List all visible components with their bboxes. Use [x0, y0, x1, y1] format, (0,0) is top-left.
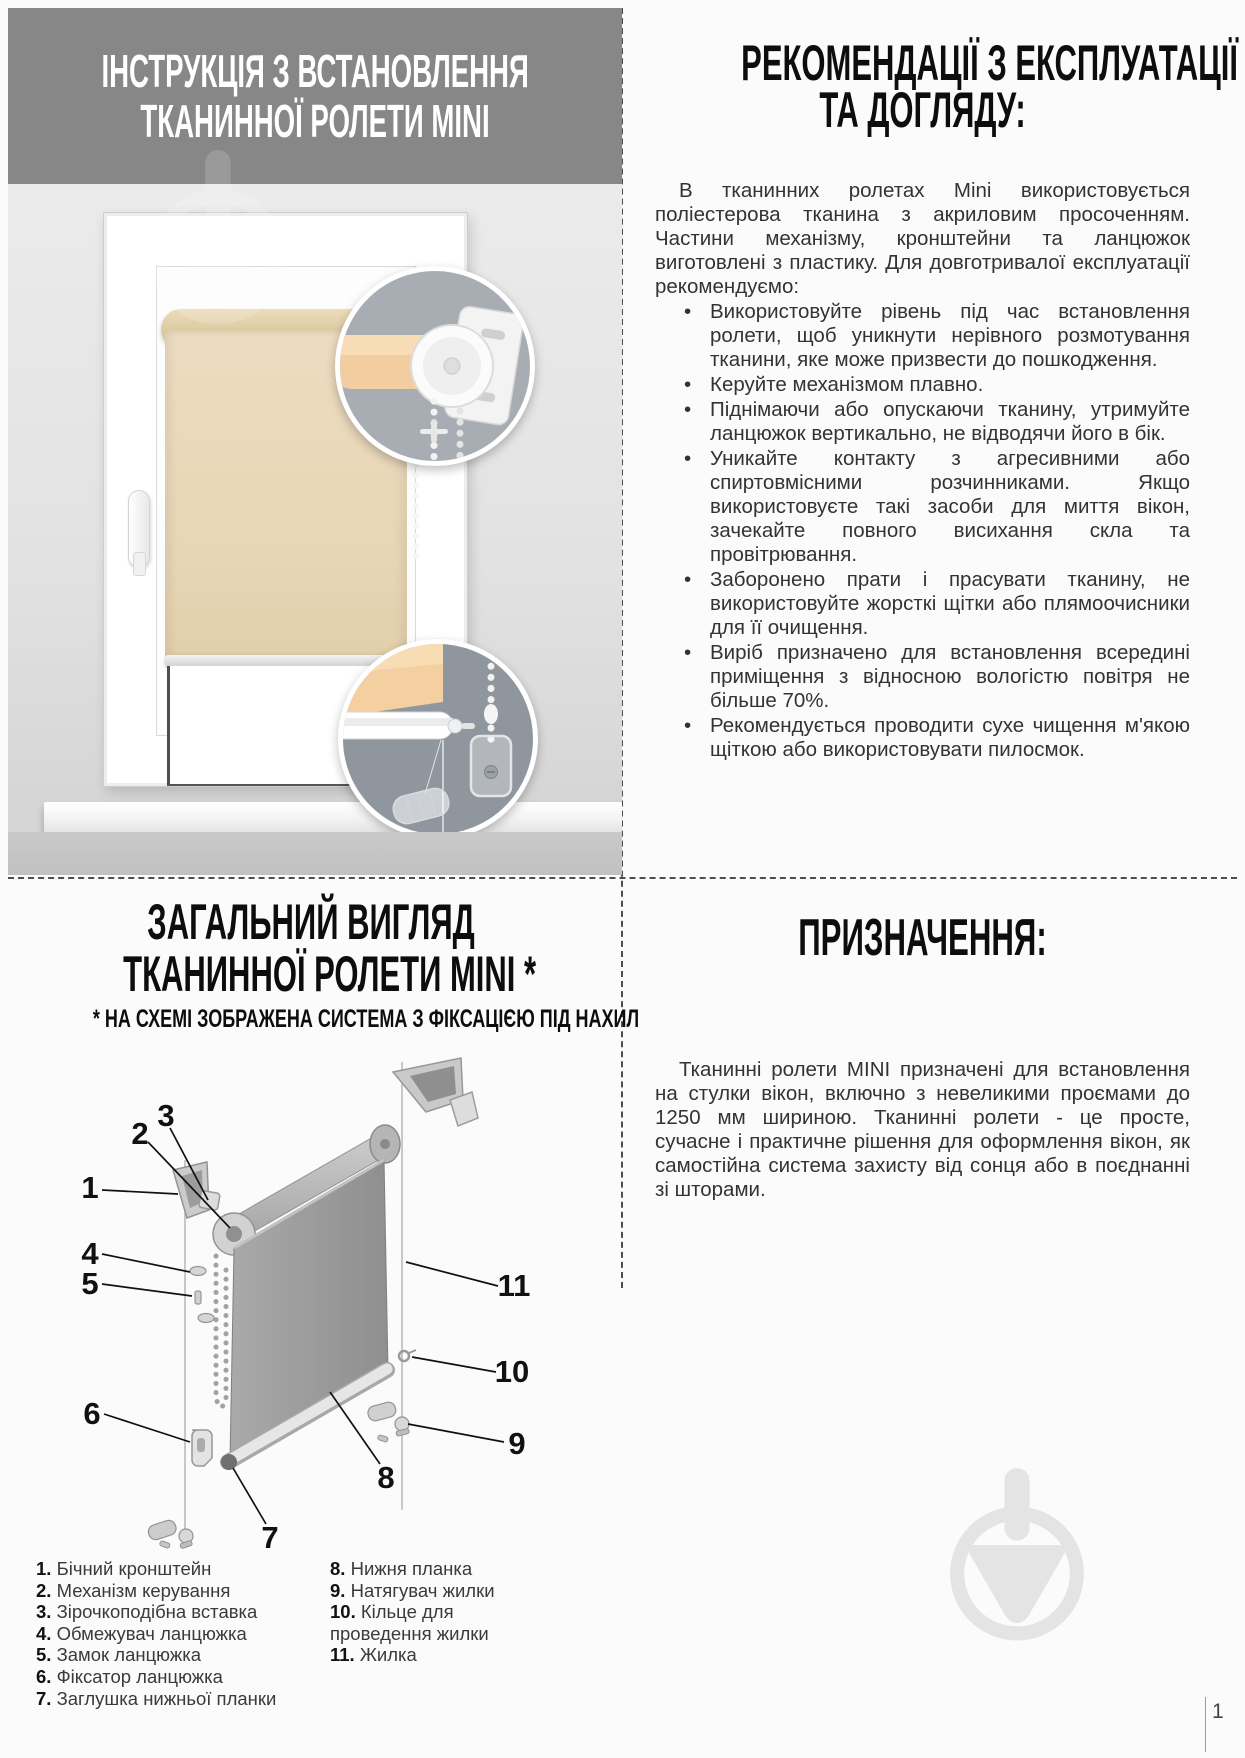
care-title-line2: ТА ДОГЛЯДУ: [819, 82, 1026, 138]
care-section-title [630, 35, 1238, 138]
brand-watermark-icon [138, 150, 298, 330]
horizontal-dashed-divider [8, 877, 1237, 879]
legend-item: 2. Механізм керування [36, 1579, 231, 1601]
care-intro-paragraph: В тканинних ролетах Mini використовується поліестерова тканина з акриловим просоченням. Частини механізму, кронштейни та ланцюжок виготовлені з пластику. Для довготривалої експлуатації рекомендуємо: [655, 179, 1190, 298]
legend-item: 10. Кільце для проведення жилки [330, 1601, 489, 1644]
care-bullet: • Виріб призначено для встановлення всередині приміщення з відносною вологістю повітря не більше 70%. [684, 641, 1190, 712]
callout-8: 8 [377, 1460, 395, 1495]
diagram-legend-left [36, 1558, 316, 1709]
bullet-icon: • [684, 714, 692, 737]
care-bullet: • Рекомендується проводити сухе чищення м'якою щіткою або використовувати пилосмок. [684, 714, 1190, 761]
installation-header [8, 8, 622, 184]
page-number: 1 [1212, 1700, 1224, 1723]
bullet-icon: • [684, 641, 692, 664]
window-handle-base [133, 552, 146, 576]
legend-item: 1. Бічний кронштейн [36, 1558, 212, 1579]
roller-blind-diagram [30, 1042, 600, 1554]
purpose-section-title [630, 909, 1215, 967]
callout-2: 2 [131, 1116, 149, 1151]
purpose-title-text: ПРИЗНАЧЕННЯ: [798, 909, 1047, 967]
callout-3: 3 [157, 1098, 175, 1133]
overview-title-line2: ТКАНИННОЇ РОЛЕТИ MINI * [123, 946, 537, 1002]
installation-section [8, 8, 622, 875]
care-bullet: • Уникайте контакту з агресивними або спиртовмісними розчинниками. Якщо використовуєте такі засоби для миття вікон, зачекайте повного висихання скла та провітрювання. [684, 447, 1190, 566]
legend-item: 3. Зірочкоподібна вставка [36, 1601, 258, 1623]
mechanism-inset [335, 266, 535, 466]
callout-5: 5 [81, 1266, 99, 1301]
care-bullet: • Заборонено прати і прасувати тканину, не використовуйте жорсткі щітки або плямоочисники для її очищення. [684, 568, 1190, 639]
wall-lower [8, 832, 622, 875]
care-title-line1: РЕКОМЕНДАЦІЇ З ЕКСПЛУАТАЦІЇ [741, 35, 1238, 91]
legend-item: 11. Жилка [330, 1644, 417, 1666]
overview-title-line1: ЗАГАЛЬНИЙ ВИГЛЯД [147, 894, 475, 950]
legend-item: 5. Замок ланцюжка [36, 1644, 202, 1666]
overview-section-title [8, 894, 640, 1034]
callout-4: 4 [81, 1236, 99, 1271]
legend-item: 8. Нижня планка [330, 1558, 473, 1579]
care-bullet: • Керуйте механізмом плавно. [684, 373, 984, 396]
purpose-paragraph: Тканинні ролети MINI призначені для встановлення на стулки вікон, включно з невеликими проємами до 1250 мм шириною. Тканинні ролети - це просте, сучасне і практичне рішення для оформлення вікон, як самостійна система захисту від сонця або в поєднанні зі шторами. [655, 1058, 1190, 1201]
diagram-legend-right [330, 1558, 535, 1666]
bullet-icon: • [684, 373, 692, 396]
bullet-icon: • [684, 300, 692, 323]
brand-watermark-icon [938, 1468, 1096, 1646]
installation-title-line1: ІНСТРУКЦІЯ З ВСТАНОВЛЕННЯ [101, 45, 529, 97]
legend-item: 9. Натягувач жилки [330, 1579, 495, 1601]
tensioner-inset [338, 639, 538, 839]
care-bullet-list [655, 300, 1190, 763]
callout-7: 7 [261, 1520, 279, 1554]
callout-1: 1 [81, 1170, 99, 1205]
page-number-rule [1205, 1697, 1206, 1752]
legend-item: 4. Обмежувач ланцюжка [36, 1622, 247, 1644]
bullet-icon: • [684, 398, 692, 421]
window-sill [44, 802, 622, 832]
tensioner-illustration [343, 644, 533, 834]
callout-10: 10 [494, 1354, 530, 1389]
legend-item: 6. Фіксатор ланцюжка [36, 1665, 223, 1687]
mechanism-illustration [340, 271, 530, 461]
callout-6: 6 [83, 1396, 101, 1431]
care-bullet: • Піднімаючи або опускаючи тканину, утримуйте ланцюжок вертикально, не відводячи його в бік. [684, 398, 1190, 445]
installation-title-line2: ТКАНИННОЇ РОЛЕТИ MINI [140, 95, 490, 147]
bullet-icon: • [684, 447, 692, 470]
care-bullet: • Використовуйте рівень під час встановлення ролети, щоб уникнути нерівного розмотування тканини, яке може призвести до пошкодження. [684, 300, 1190, 371]
legend-item: 7. Заглушка нижньої планки [36, 1687, 277, 1709]
window-photo [8, 184, 622, 875]
callout-9: 9 [508, 1426, 526, 1461]
overview-note: * НА СХЕМІ ЗОБРАЖЕНА СИСТЕМА З ФІКСАЦІЄЮ ПІД НАХИЛ [92, 1005, 640, 1033]
callout-11: 11 [497, 1268, 531, 1303]
bullet-icon: • [684, 568, 692, 591]
